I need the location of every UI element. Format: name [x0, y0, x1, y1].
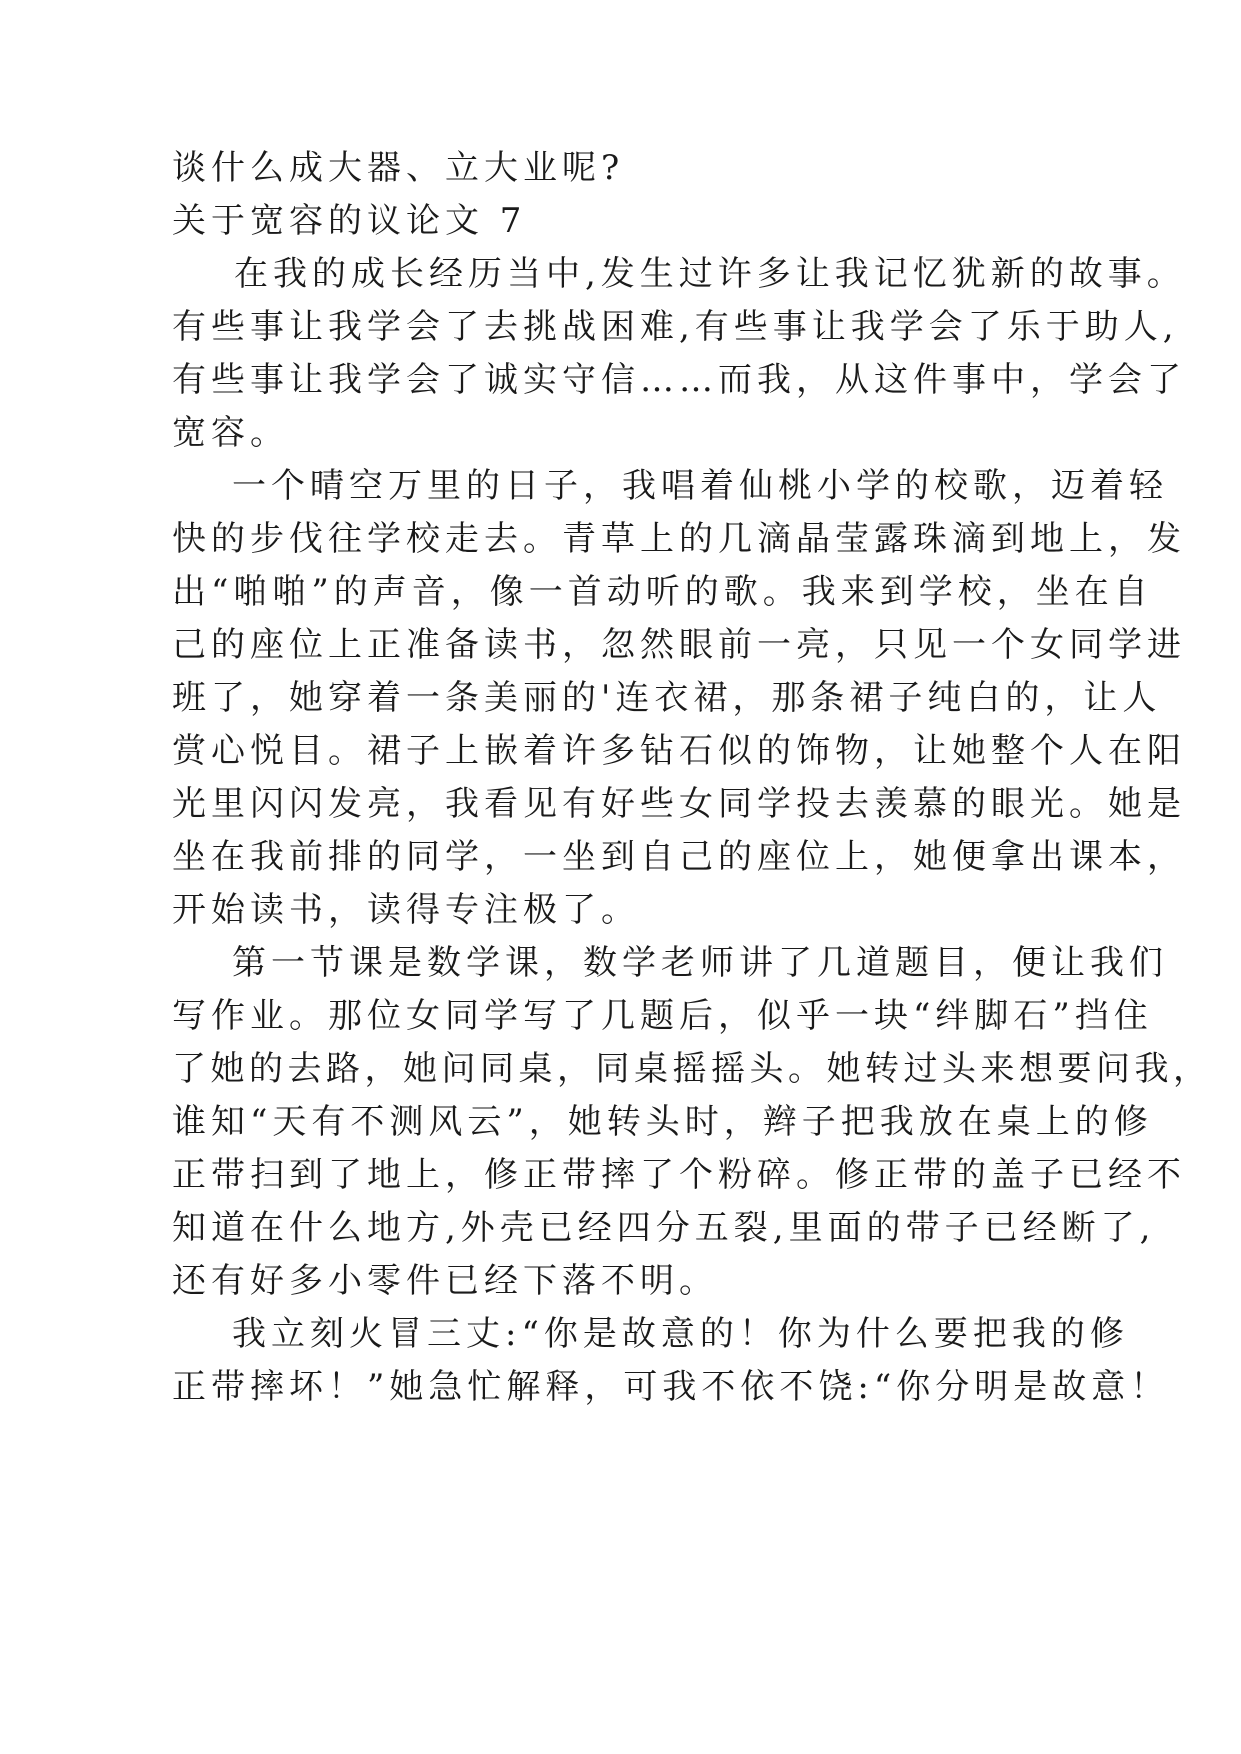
paragraph-line: 谁知“天有不测风云”，她转头时，辫子把我放在桌上的修 — [172, 1102, 1153, 1142]
paragraph-line: 在我的成长经历当中,发生过许多让我记忆犹新的故事。 — [234, 254, 1186, 294]
paragraph-line: 第一节课是数学课，数学老师讲了几道题目，便让我们 — [232, 943, 1168, 983]
text-line: 谈什么成大器、立大业呢? — [172, 148, 625, 188]
paragraph-line: 快的步伐往学校走去。青草上的几滴晶莹露珠滴到地上，发 — [172, 519, 1186, 559]
paragraph-line: 还有好多小零件已经下落不明。 — [172, 1261, 718, 1301]
paragraph-line: 有些事让我学会了去挑战困难,有些事让我学会了乐于助人, — [172, 307, 1179, 347]
paragraph-line: 坐在我前排的同学，一坐到自己的座位上，她便拿出课本， — [172, 837, 1186, 877]
paragraph-line: 写作业。那位女同学写了几题后，似乎一块“绊脚石”挡住 — [172, 996, 1153, 1036]
paragraph-line: 光里闪闪发亮，我看见有好些女同学投去羡慕的眼光。她是 — [172, 784, 1186, 824]
paragraph-line: 正带扫到了地上，修正带摔了个粉碎。修正带的盖子已经不 — [172, 1155, 1186, 1195]
paragraph-line: 我立刻火冒三丈:“你是故意的！你为什么要把我的修 — [232, 1314, 1129, 1354]
section-heading: 关于宽容的议论文 7 — [172, 201, 527, 241]
paragraph-line: 知道在什么地方,外壳已经四分五裂,里面的带子已经断了, — [172, 1208, 1156, 1248]
paragraph-line: 班了，她穿着一条美丽的'连衣裙，那条裙子纯白的，让人 — [172, 678, 1162, 718]
paragraph-line: 了她的去路，她问同桌，同桌摇摇头。她转过头来想要问我， — [172, 1049, 1212, 1089]
paragraph-line: 一个晴空万里的日子，我唱着仙桃小学的校歌，迈着轻 — [232, 466, 1168, 506]
paragraph-line: 开始读书，读得专注极了。 — [172, 890, 640, 930]
paragraph-line: 赏心悦目。裙子上嵌着许多钻石似的饰物，让她整个人在阳 — [172, 731, 1186, 771]
paragraph-line: 己的座位上正准备读书，忽然眼前一亮，只见一个女同学进 — [172, 625, 1186, 665]
paragraph-line: 正带摔坏！”她急忙解释，可我不依不饶:“你分明是故意！ — [172, 1367, 1170, 1407]
paragraph-line: 宽容。 — [172, 413, 289, 453]
paragraph-line: 出“啪啪”的声音，像一首动听的歌。我来到学校，坐在自 — [172, 572, 1153, 612]
paragraph-line: 有些事让我学会了诚实守信……而我，从这件事中，学会了 — [172, 360, 1186, 400]
